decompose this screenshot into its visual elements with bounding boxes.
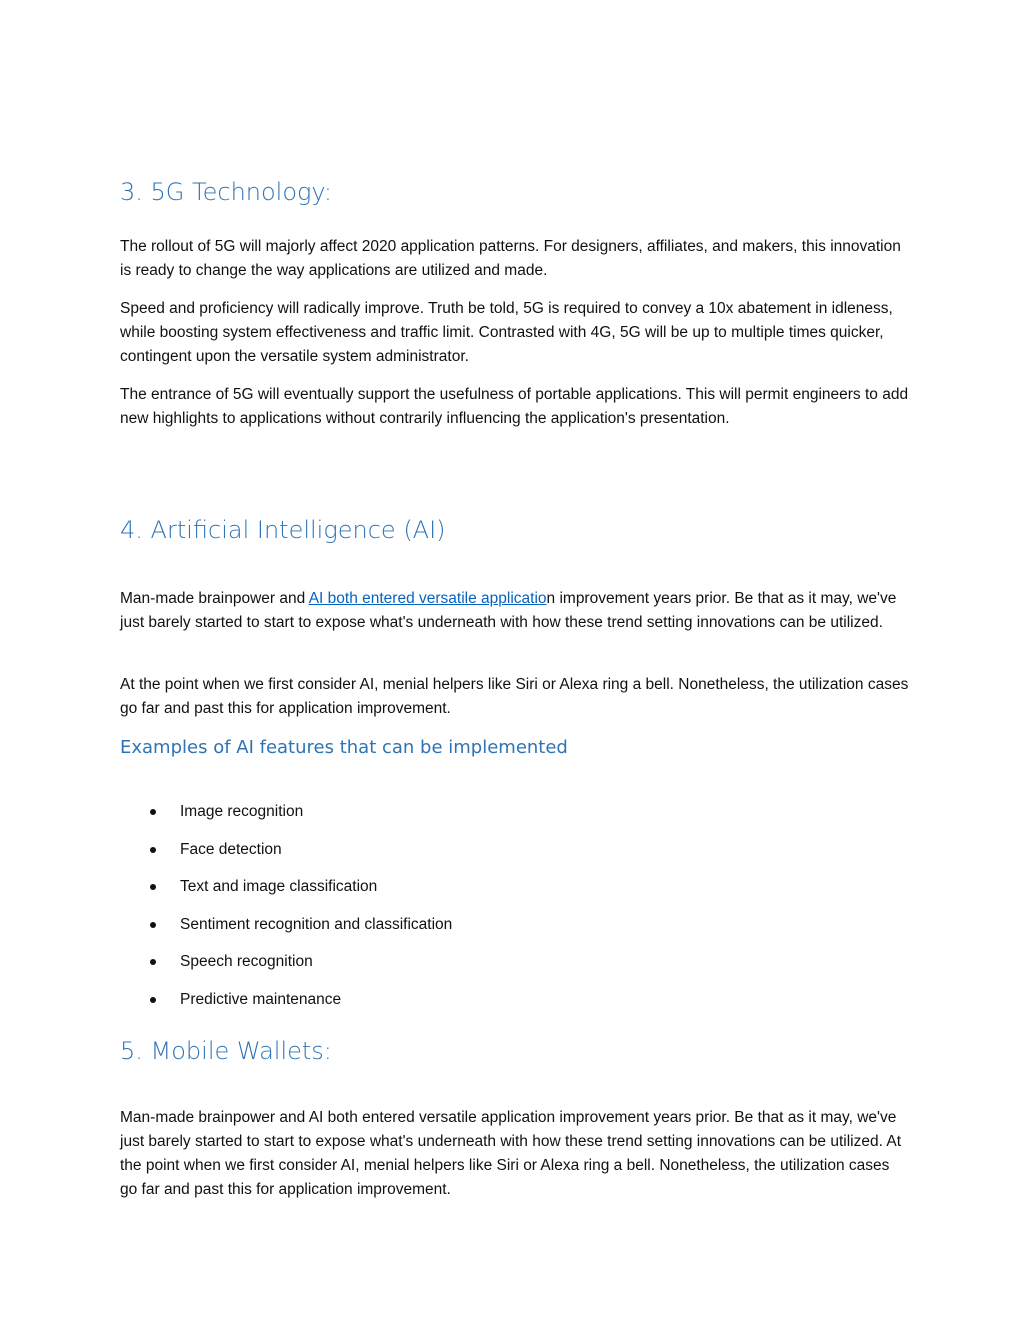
bullet-icon xyxy=(150,922,156,928)
section-3-heading: 3. 5G Technology: xyxy=(120,178,332,206)
section-4-paragraph-2: At the point when we first consider AI, menial helpers like Siri or Alexa ring a bell. Nonetheless, the utilization cases go far and past this for application improvement. xyxy=(120,676,909,717)
ai-features-subheading: Examples of AI features that can be implemented xyxy=(120,737,568,758)
section-5-paragraph: Man-made brainpower and AI both entered versatile application improvement years prior. Be that as it may, we've just barely started to start to expose what's underneath with how these trend setting innovations can be utilized. At the point when we first consider AI, menial helpers like Siri or Alexa ring a bell. Nonetheless, the utilization cases go far and past this for application improvement. xyxy=(120,1109,902,1198)
list-item xyxy=(120,988,452,1012)
list-item xyxy=(120,838,452,862)
list-item-text: Predictive maintenance xyxy=(180,990,342,1008)
section-4-heading: 4. Artificial Intelligence (AI) xyxy=(120,516,446,544)
ai-link[interactable]: AI both entered versatile applicatio xyxy=(308,590,547,607)
list-item-text: Face detection xyxy=(180,840,282,858)
list-item-text: Image recognition xyxy=(180,803,304,820)
bullet-icon xyxy=(150,959,156,965)
ai-features-list xyxy=(120,800,452,1026)
bullet-icon xyxy=(150,847,156,853)
list-item xyxy=(120,950,452,974)
bullet-icon xyxy=(150,997,156,1003)
section-4-paragraph-1 xyxy=(120,587,910,635)
list-item-text: Sentiment recognition and classification xyxy=(180,915,453,933)
list-item xyxy=(120,913,452,937)
section-4-p1-before: Man-made brainpower and xyxy=(120,590,309,607)
list-item xyxy=(120,800,452,824)
list-item xyxy=(120,875,452,899)
bullet-icon xyxy=(150,884,156,890)
section-3-paragraph-1: The rollout of 5G will majorly affect 2020 application patterns. For designers, affiliates, and makers, this innovation is ready to change the way applications are utilized and made. xyxy=(120,238,901,279)
section-3-paragraph-2: Speed and proficiency will radically improve. Truth be told, 5G is required to convey a 10x abatement in idleness, while boosting system effectiveness and traffic limit. Contrasted with 4G, 5G will be up to multiple times quicker, contingent upon the versatile system administrator. xyxy=(120,300,893,365)
bullet-icon xyxy=(150,809,156,815)
section-3-paragraph-3: The entrance of 5G will eventually support the usefulness of portable applications. This will permit engineers to add new highlights to applications without contrarily influencing the application's presentation. xyxy=(120,386,909,427)
list-item-text: Text and image classification xyxy=(180,878,378,896)
section-4-p1-after: n improvement years prior. Be that as it may, we've just barely started to start to expose what's underneath with how these trend setting innovations can be utilized. xyxy=(120,590,897,631)
list-item-text: Speech recognition xyxy=(180,953,313,971)
section-5-heading: 5. Mobile Wallets: xyxy=(120,1037,332,1065)
